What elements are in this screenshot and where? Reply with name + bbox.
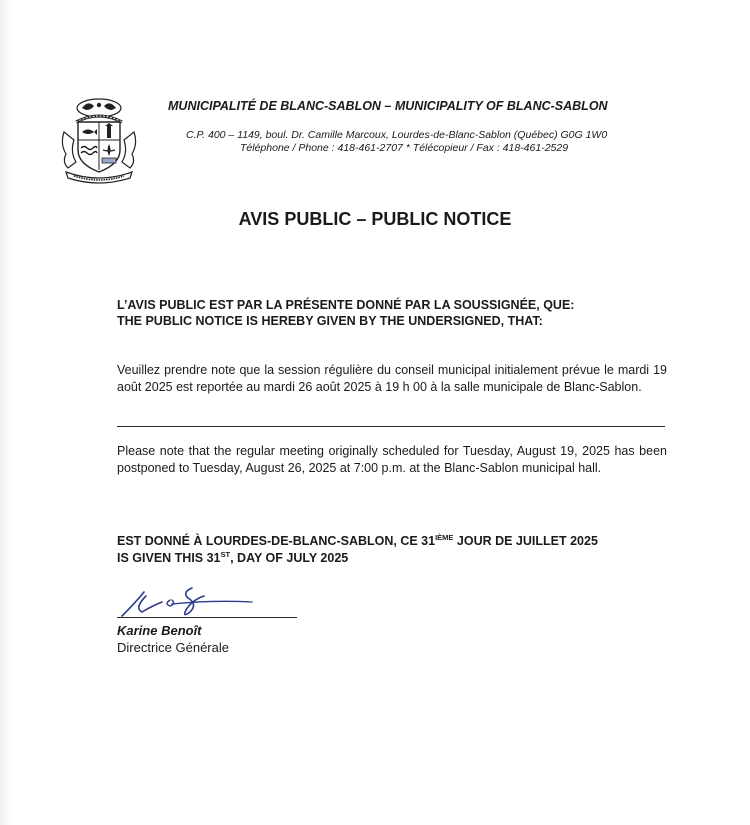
section-divider	[117, 426, 665, 427]
given-fr-text: EST DONNÉ À LOURDES-DE-BLANC-SABLON, CE 31	[117, 534, 436, 548]
signature-line	[117, 617, 297, 618]
notice-body-fr: Veuillez prendre note que la session régulière du conseil municipal initialement prévue le mardi 19 août 2025 est reportée au mardi 26 août 2025 à 19 h 00 à la salle municipale de Blanc-Sablon.	[117, 363, 667, 394]
declaration	[117, 297, 677, 329]
given-en-ordinal: ST	[220, 549, 231, 559]
signer-title: Directrice Générale	[117, 640, 229, 655]
given-fr-month: JOUR DE JUILLET 2025	[453, 534, 598, 548]
phone-fax-line: Téléphone / Phone : 418-461-2707 * Télécopieur / Fax : 418-461-2529	[240, 142, 569, 154]
municipal-coat-of-arms-icon	[58, 92, 140, 184]
given-en-text: IS GIVEN THIS 31	[117, 550, 221, 565]
given-statement	[117, 533, 687, 566]
declaration-fr: L’AVIS PUBLIC EST PAR LA PRÉSENTE DONNÉ PAR LA SOUSSIGNÉE, QUE:	[117, 298, 575, 312]
scan-edge	[0, 0, 14, 825]
given-fr-ordinal: IÈME	[435, 533, 454, 542]
address-line: C.P. 400 – 1149, boul. Dr. Camille Marcoux, Lourdes-de-Blanc-Sablon (Québec) G0G 1W0	[186, 129, 608, 141]
signer-name: Karine Benoît	[117, 623, 202, 638]
notice-body-en: Please note that the regular meeting originally scheduled for Tuesday, August 19, 2025 has been postponed to Tuesday, August 26, 2025 at 7:00 p.m. at the Blanc-Sablon municipal hall.	[117, 444, 667, 475]
contact-address	[186, 129, 666, 155]
given-en-month: , DAY OF JULY 2025	[230, 550, 349, 565]
given-statement-en	[117, 550, 687, 567]
given-statement-fr	[117, 533, 687, 550]
notice-title: AVIS PUBLIC – PUBLIC NOTICE	[238, 209, 512, 229]
municipality-name: MUNICIPALITÉ DE BLANC-SABLON – MUNICIPALITY OF BLANC-SABLON	[168, 99, 608, 113]
handwritten-signature	[112, 582, 262, 622]
declaration-en: THE PUBLIC NOTICE IS HEREBY GIVEN BY THE UNDERSIGNED, THAT:	[117, 314, 543, 328]
